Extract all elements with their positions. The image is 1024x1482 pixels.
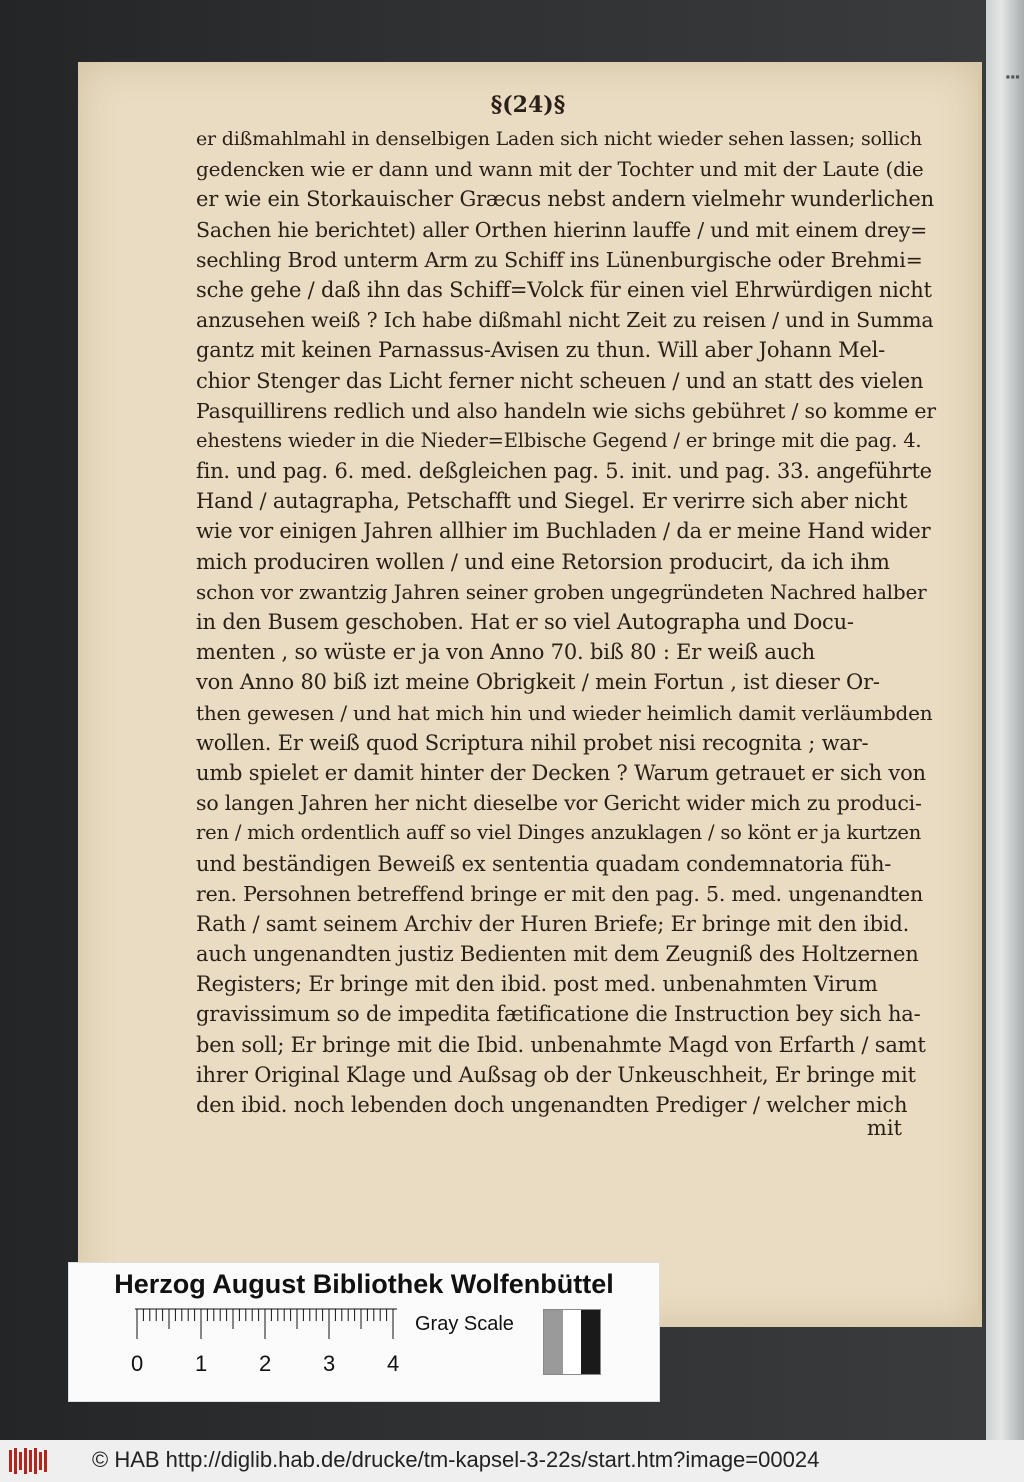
grayscale-swatch <box>581 1310 600 1374</box>
text-line: Rath / samt seinem Archiv der Huren Briefe; Er bringe mit den ibid. <box>196 911 910 936</box>
text-line: Sachen hie berichtet) aller Orthen hierinn lauffe / und mit einem drey= <box>196 217 928 242</box>
text-line: gedencken wie er dann und wann mit der Tochter und mit der Laute (die <box>196 157 924 182</box>
text-line: gantz mit keinen Parnassus-Avisen zu thun. Will aber Johann Mel- <box>196 338 886 363</box>
text-line: mich produciren wollen / und eine Retorsion producirt, da ich ihm <box>196 549 890 574</box>
text-line: und beständigen Beweiß ex sententia quadam condemnatoria füh- <box>196 851 892 876</box>
copyright-url[interactable]: © HAB http://diglib.hab.de/drucke/tm-kapsel-3-22s/start.htm?image=00024 <box>92 1447 820 1472</box>
text-line: umb spielet er damit hinter der Decken ? Warum getrauet er sich von <box>196 760 926 785</box>
grayscale-swatch <box>563 1310 582 1374</box>
grayscale-swatches <box>543 1309 601 1375</box>
text-line: ren. Persohnen betreffend bringe er mit den pag. 5. med. ungenandten <box>196 881 923 906</box>
text-line: gravissimum so de impedita fætificatione die Instruction bey sich ha- <box>196 1002 921 1027</box>
text-line: ehestens wieder in die Nieder=Elbische Gegend / er bringe mit die pag. 4. <box>196 428 922 452</box>
grayscale-swatch <box>544 1310 563 1374</box>
text-line: auch ungenandten justiz Bedienten mit dem Zeugniß des Holtzernen <box>196 942 919 967</box>
hab-logo-icon <box>8 1446 48 1476</box>
text-line: menten , so wüste er ja von Anno 70. biß 80 : Er weiß auch <box>196 640 815 665</box>
text-line: ihrer Original Klage und Außsag ob der Unkeuschheit, Er bringe mit <box>196 1062 916 1087</box>
text-line: sechling Brod unterm Arm zu Schiff ins Lünenburgische oder Brehmi= <box>196 247 923 272</box>
text-line: sche gehe / daß ihn das Schiff=Volck für einen viel Ehrwürdigen nicht <box>196 277 932 302</box>
ruler-number: 1 <box>195 1351 208 1376</box>
edge-marks: ▪▪▪ <box>1005 72 1020 81</box>
catchword: mit <box>866 1116 902 1140</box>
text-line: von Anno 80 biß izt meine Obrigkeit / mein Fortun , ist dieser Or- <box>196 670 880 695</box>
library-name: Herzog August Bibliothek Wolfenbüttel <box>114 1269 614 1299</box>
adjacent-page-edge <box>986 0 1024 1440</box>
text-line: wollen. Er weiß quod Scriptura nihil probet nisi recognita ; war- <box>196 730 869 755</box>
text-line: er dißmahlmahl in denselbigen Laden sich nicht wieder sehen lassen; sollich <box>196 128 922 150</box>
text-line: schon vor zwantzig Jahren seiner groben ungegründeten Nachred halber <box>196 579 927 604</box>
library-color-card <box>68 1262 660 1402</box>
text-line: Registers; Er bringe mit den ibid. post med. unbenahmten Virum <box>196 972 878 997</box>
text-line: ren / mich ordentlich auff so viel Dinges anzuklagen / so könt er ja kurtzen <box>196 821 922 845</box>
page-text <box>196 124 936 1120</box>
text-line: ben soll; Er bringe mit die Ibid. unbenahmte Magd von Erfarth / samt <box>196 1032 926 1057</box>
ruler-number: 2 <box>259 1351 272 1376</box>
text-line: then gewesen / und hat mich hin und wieder heimlich damit verläumbden <box>196 700 933 725</box>
measurement-ruler <box>135 1307 397 1347</box>
book-page <box>78 62 982 1327</box>
text-line: wie vor einigen Jahren allhier im Buchladen / da er meine Hand wider <box>196 519 931 544</box>
text-line: fin. und pag. 6. med. deßgleichen pag. 5. init. und pag. 33. angeführte <box>196 459 932 484</box>
page-number: §(24)§ <box>490 92 566 118</box>
footer-bar <box>0 1440 1024 1482</box>
text-line: anzusehen weiß ? Ich habe dißmahl nicht Zeit zu reisen / und in Summa <box>196 308 934 333</box>
text-line: Pasquillirens redlich und also handeln wie sichs gebühret / so komme er <box>196 398 936 423</box>
ruler-number: 3 <box>323 1351 336 1376</box>
text-line: den ibid. noch lebenden doch ungenandten Prediger / welcher mich <box>196 1093 908 1117</box>
text-line: in den Busem geschoben. Hat er so viel Autographa und Docu- <box>196 610 854 634</box>
ruler-number: 4 <box>387 1351 400 1376</box>
text-line: chior Stenger das Licht ferner nicht scheuen / und an statt des vielen <box>196 368 924 393</box>
grayscale-label: Gray Scale <box>415 1313 514 1335</box>
ruler-number: 0 <box>131 1351 144 1376</box>
text-line: er wie ein Storkauischer Græcus nebst andern vielmehr wunderlichen <box>196 187 934 212</box>
text-line: Hand / autagrapha, Petschafft und Siegel. Er verirre sich aber nicht <box>196 489 908 514</box>
text-line: so langen Jahren her nicht dieselbe vor Gericht wider mich zu produci- <box>196 791 922 816</box>
